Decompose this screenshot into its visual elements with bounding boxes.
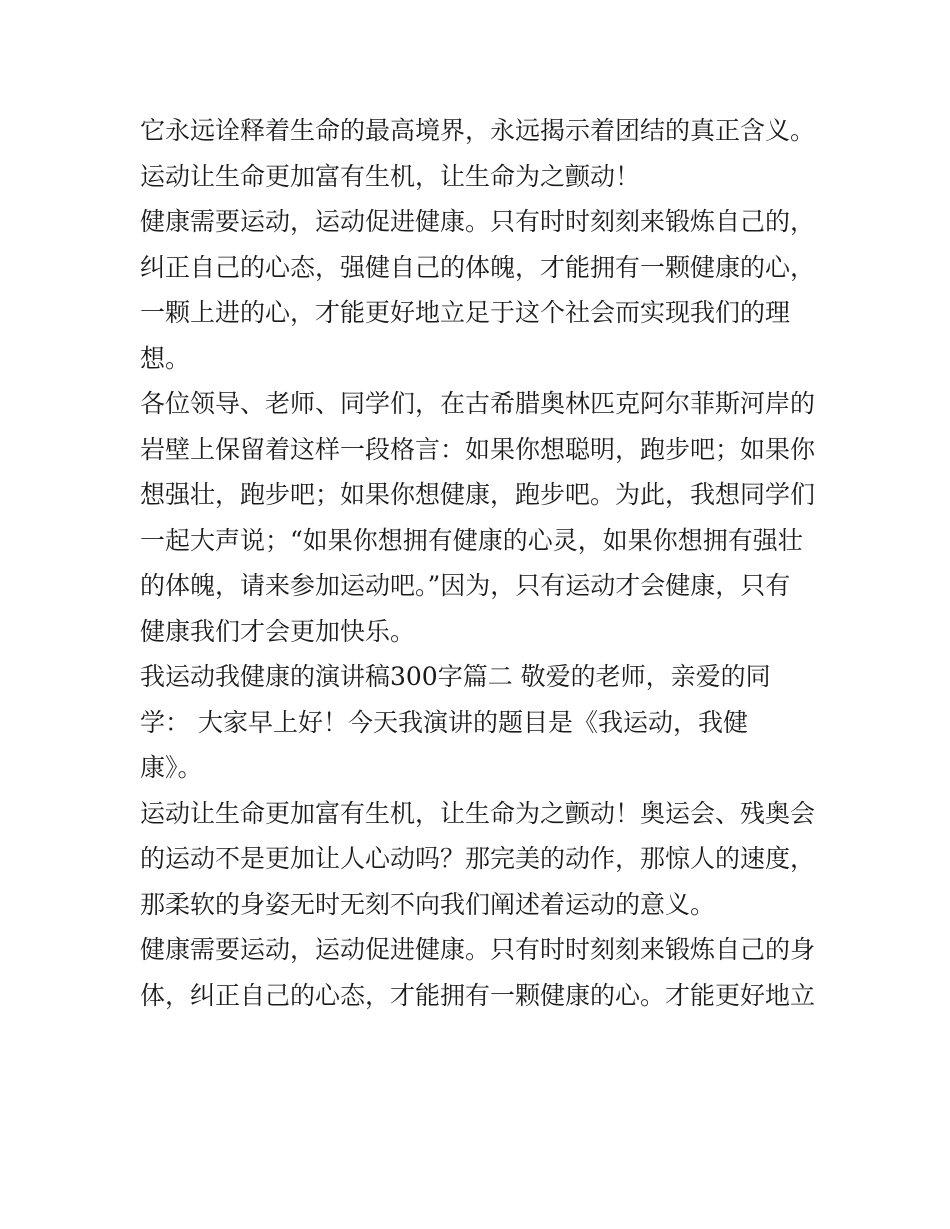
text-line: 想。 [140,343,191,373]
text-line: 健康需要运动，运动促进健康。只有时时刻刻来锻炼自己的， [140,207,816,236]
text-line: 的运动不是更加让人心动吗？那完美的动作，那惊人的速度， [140,844,816,873]
text-line: 健康需要运动，运动促进健康。只有时时刻刻来锻炼自己的身 [140,935,816,964]
text-line: 健康我们才会更加快乐。 [140,616,416,646]
text-line: 康》。 [140,753,203,782]
text-line: 的体魄，请来参加运动吧。”因为，只有运动才会健康，只有 [140,571,791,600]
text-line: 纠正自己的心态，强健自己的体魄，才能拥有一颗健康的心， [140,252,816,282]
text-line: 各位领导、老师、同学们，在古希腊奥林匹克阿尔菲斯河岸的 [140,389,816,418]
text-line: 那柔软的身姿无时无刻不向我们阐述着运动的意义。 [140,889,716,919]
text-line: 运动让生命更加富有生机，让生命为之颤动！奥运会、残奥会 [140,798,816,828]
document-page [140,108,820,1018]
text-line: 一颗上进的心，才能更好地立足于这个社会而实现我们的理 [140,298,791,327]
text-line: 学： 大家早上好！今天我演讲的题目是《我运动，我健 [140,707,748,737]
text-line: 我运动我健康的演讲稿300字篇二 敬爱的老师，亲爱的同 [140,662,771,691]
text-line: 一起大声说；“如果你想拥有健康的心灵，如果你想拥有强壮 [140,525,803,555]
text-line: 体，纠正自己的心态，才能拥有一颗健康的心。才能更好地立 [140,980,816,1010]
text-line: 它永远诠释着生命的最高境界，永远揭示着团结的真正含义。 [140,116,816,145]
text-line: 想强壮，跑步吧；如果你想健康，跑步吧。为此，我想同学们 [140,480,816,509]
text-line: 岩壁上保留着这样一段格言：如果你想聪明，跑步吧；如果你 [140,434,816,464]
text-line: 运动让生命更加富有生机，让生命为之颤动！ [140,161,641,191]
